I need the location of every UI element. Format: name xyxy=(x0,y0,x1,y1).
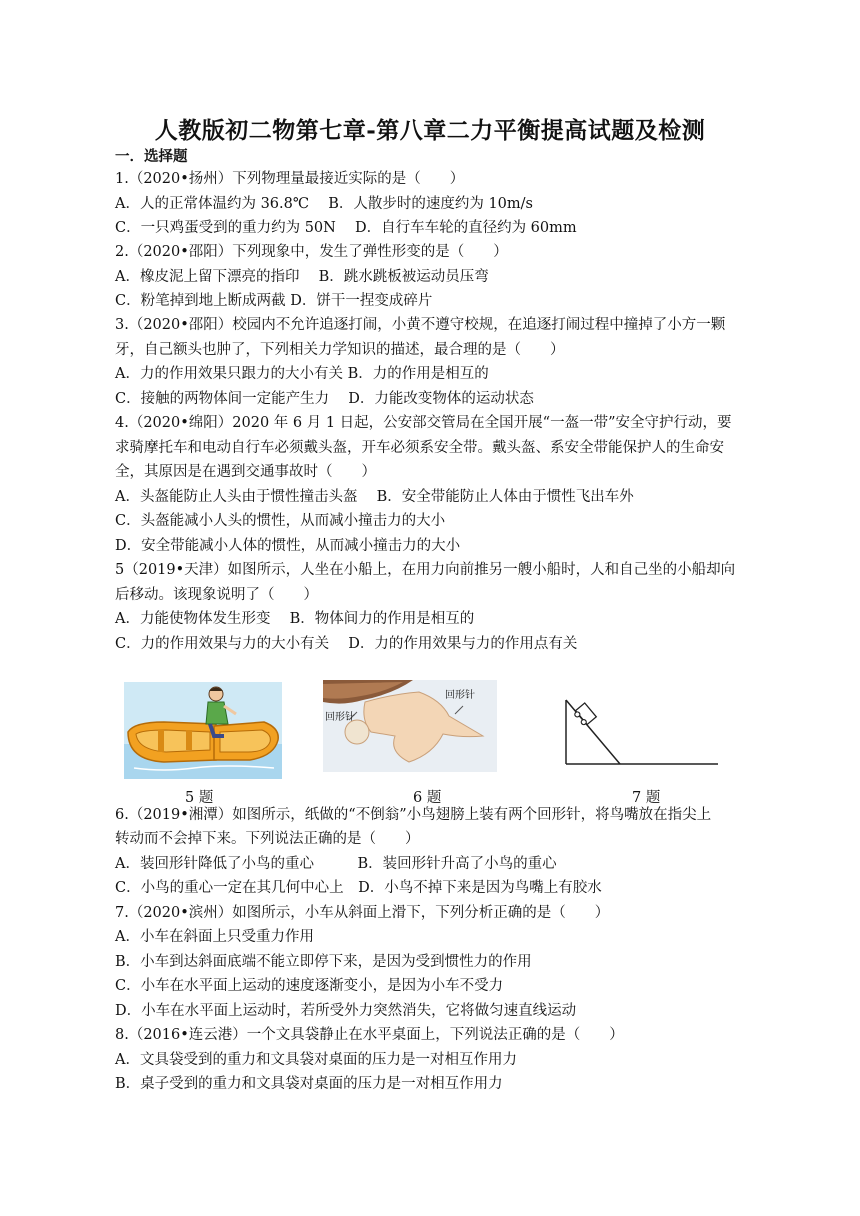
boat-figure xyxy=(124,682,282,779)
question-line: 8.（2016•连云港）一个文具袋静止在水平桌面上，下列说法正确的是（ ） xyxy=(115,1027,624,1043)
paperclip-label-left: 回形针 xyxy=(325,712,355,723)
question-line: A．头盔能防止人头由于惯性撞击头盔 B．安全带能防止人体由于惯性飞出车外 xyxy=(115,489,634,505)
section-heading: 一．选择题 xyxy=(115,148,188,165)
question-line: 7.（2020•滨州）如图所示，小车从斜面上滑下，下列分析正确的是（ ） xyxy=(115,905,610,921)
question-line: A．文具袋受到的重力和文具袋对桌面的压力是一对相互作用力 xyxy=(115,1052,517,1068)
document-title: 人教版初二物第七章-第八章二力平衡提高试题及检测 xyxy=(154,117,706,144)
question-line: 6.（2019•湘潭）如图所示，纸做的“不倒翁”小鸟翅膀上装有两个回形针，将鸟嘴放在指尖上 xyxy=(115,807,712,823)
question-line: B．小车到达斜面底端不能立即停下来，是因为受到惯性力的作用 xyxy=(115,954,532,970)
question-line: C．接触的两物体间一定能产生力 D．力能改变物体的运动状态 xyxy=(115,391,534,407)
incline-figure xyxy=(562,694,722,768)
question-line: 求骑摩托车和电动自行车必须戴头盔，开车必须系安全带。戴头盔、系安全带能保护人的生命安 xyxy=(115,440,724,456)
question-line: D．小车在水平面上运动时，若所受外力突然消失，它将做匀速直线运动 xyxy=(115,1003,577,1019)
figure-6-caption: 6 题 xyxy=(413,790,442,806)
question-line: A．人的正常体温约为 36.8℃ B．人散步时的速度约为 10m/s xyxy=(115,196,533,212)
question-line: 4.（2020•绵阳）2020 年 6 月 1 日起，公安部交管局在全国开展“一盔一带”安全守护行动，要 xyxy=(115,415,732,431)
figure-row xyxy=(0,680,860,806)
question-line: 2.（2020•邵阳）下列现象中，发生了弹性形变的是（ ） xyxy=(115,244,508,260)
question-line: C．力的作用效果与力的大小有关 D．力的作用效果与力的作用点有关 xyxy=(115,636,578,652)
figure-5-caption: 5 题 xyxy=(185,790,214,806)
question-line: 3.（2020•邵阳）校园内不允许追逐打闹，小黄不遵守校规，在追逐打闹过程中撞掉了小方一颗 xyxy=(115,317,726,333)
question-line: 5（2019•天津）如图所示，人坐在小船上，在用力向前推另一艘小船时，人和自己坐的小船却向 xyxy=(115,562,736,578)
question-line: A．装回形针降低了小鸟的重心 B．装回形针升高了小鸟的重心 xyxy=(115,856,557,872)
question-line: C．粉笔掉到地上断成两截 D．饼干一捏变成碎片 xyxy=(115,293,433,309)
question-line: 转动而不会掉下来。下列说法正确的是（ ） xyxy=(115,831,420,847)
question-line: A．力能使物体发生形变 B．物体间力的作用是相互的 xyxy=(115,611,475,627)
question-line: 牙，自己额头也肿了，下列相关力学知识的描述，最合理的是（ ） xyxy=(115,342,565,358)
paper-bird-figure xyxy=(323,680,497,772)
question-line: 后移动。该现象说明了（ ） xyxy=(115,587,318,603)
figure-7-caption: 7 题 xyxy=(632,790,661,806)
question-line: 全，其原因是在遇到交通事故时（ ） xyxy=(115,464,376,480)
question-line: C．一只鸡蛋受到的重力约为 50N D．自行车车轮的直径约为 60mm xyxy=(115,220,577,236)
question-line: A．橡皮泥上留下漂亮的指印 B．跳水跳板被运动员压弯 xyxy=(115,269,489,285)
question-line: C．小车在水平面上运动的速度逐渐变小，是因为小车不受力 xyxy=(115,978,504,994)
question-line: B．桌子受到的重力和文具袋对桌面的压力是一对相互作用力 xyxy=(115,1076,503,1092)
question-line: D．安全带能减小人体的惯性，从而减小撞击力的大小 xyxy=(115,538,461,554)
question-line: C．小鸟的重心一定在其几何中心上 D．小鸟不掉下来是因为鸟嘴上有胶水 xyxy=(115,880,602,896)
question-line: C．头盔能减小人头的惯性，从而减小撞击力的大小 xyxy=(115,513,446,529)
question-line: A．力的作用效果只跟力的大小有关 B．力的作用是相互的 xyxy=(115,366,489,382)
question-line: 1.（2020•扬州）下列物理量最接近实际的是（ ） xyxy=(115,171,465,187)
question-line: A．小车在斜面上只受重力作用 xyxy=(115,929,314,945)
paperclip-label-right: 回形针 xyxy=(445,690,475,701)
